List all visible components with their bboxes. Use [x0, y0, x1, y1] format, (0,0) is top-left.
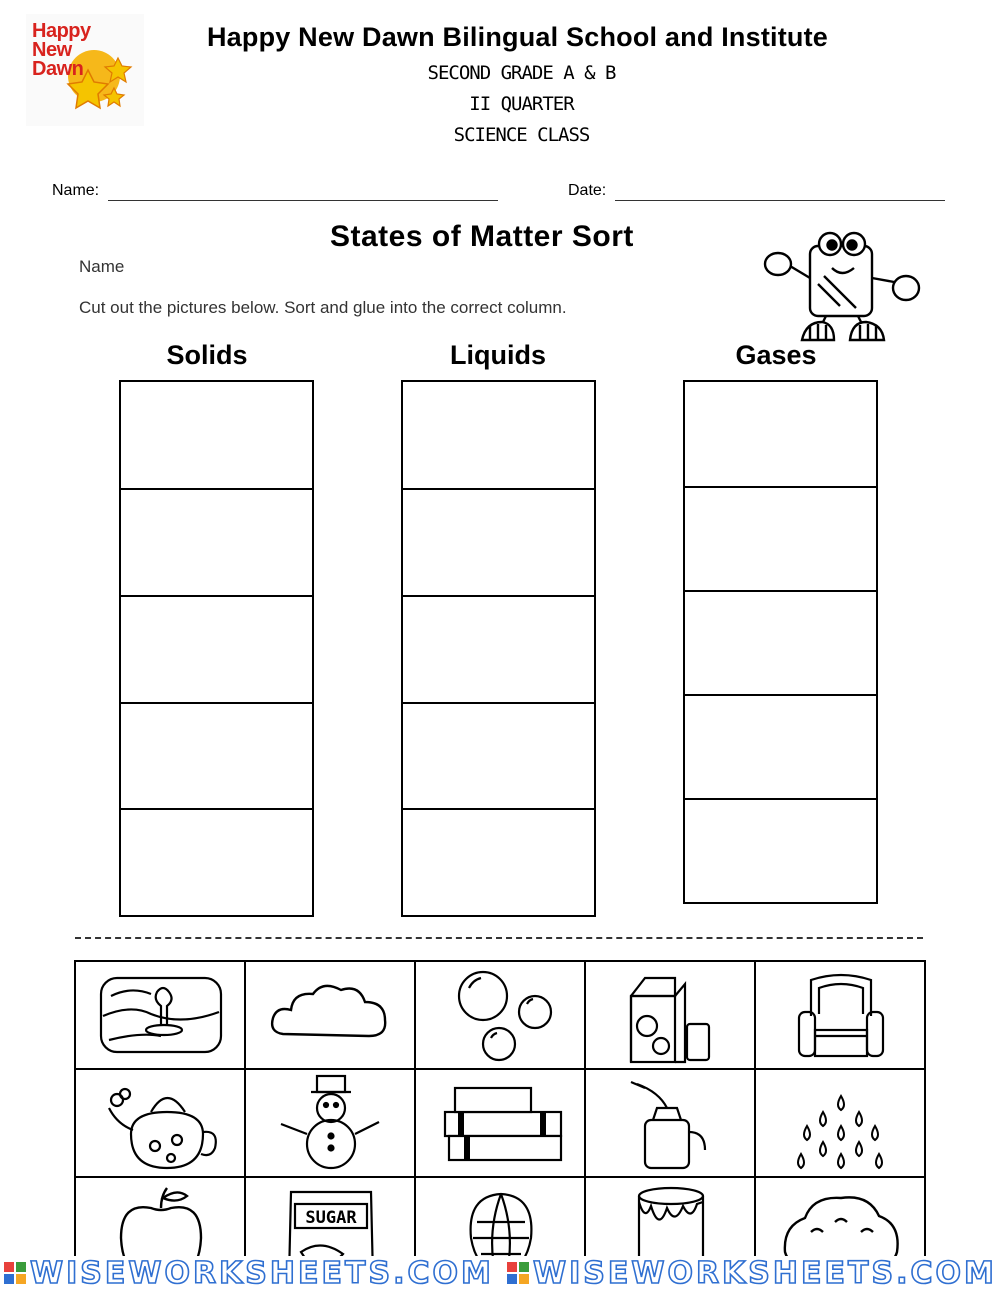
picture-card[interactable] [76, 962, 246, 1070]
picture-card-grid [74, 960, 926, 1262]
column-heading-solids: Solids [166, 340, 248, 370]
quarter-label: II QUARTER [469, 93, 574, 115]
snowman-icon [261, 1074, 401, 1174]
worksheet-name-label: Name [79, 257, 125, 276]
wiseworksheets-logo-icon [507, 1262, 529, 1284]
picture-card[interactable] [586, 1070, 756, 1178]
picture-card[interactable] [586, 1178, 756, 1262]
column-divider [685, 694, 876, 696]
wiseworksheets-logo-icon [4, 1262, 26, 1284]
armchair-icon [771, 966, 911, 1066]
column-heading-gases: Gases [735, 340, 817, 370]
worksheet-title: States of Matter Sort [330, 220, 634, 253]
picture-card[interactable] [246, 1178, 416, 1262]
rain-drops-icon [771, 1074, 911, 1174]
logo-text: Happy New Dawn [32, 20, 91, 80]
cloud-icon [261, 966, 401, 1066]
rock-icon [771, 1182, 911, 1262]
liquids-column[interactable] [401, 380, 596, 917]
column-divider [403, 595, 594, 597]
grade-label: SECOND GRADE A & B [427, 62, 616, 84]
column-divider [403, 702, 594, 704]
picture-card[interactable] [416, 1070, 586, 1178]
column-divider [685, 798, 876, 800]
books-icon [431, 1074, 571, 1174]
column-divider [685, 590, 876, 592]
column-divider [685, 486, 876, 488]
picture-card[interactable] [756, 962, 926, 1070]
column-divider [121, 488, 312, 490]
gases-column[interactable] [683, 380, 878, 904]
column-divider [121, 808, 312, 810]
ice-cube-mascot-icon [760, 224, 925, 344]
picture-card[interactable] [246, 962, 416, 1070]
name-field[interactable] [108, 200, 498, 201]
worksheet-instructions: Cut out the pictures below. Sort and glue into the correct column. [79, 298, 567, 317]
paint-can-icon [601, 1182, 741, 1262]
sugar-label: SUGAR [305, 1208, 357, 1228]
name-label: Name: [52, 182, 100, 199]
column-divider [121, 702, 312, 704]
picture-card[interactable] [76, 1178, 246, 1262]
column-divider [403, 488, 594, 490]
teapot-icon [91, 1074, 231, 1174]
picture-card[interactable] [416, 1178, 586, 1262]
oil-can-icon [601, 1074, 741, 1174]
column-heading-liquids: Liquids [450, 340, 546, 370]
hot-air-balloon-icon [431, 1182, 571, 1262]
picture-card[interactable] [756, 1070, 926, 1178]
cut-line [75, 937, 923, 939]
picture-card[interactable] [246, 1070, 416, 1178]
watermark-text: WISEWORKSHEETS.COM [30, 1256, 494, 1291]
school-name: Happy New Dawn Bilingual School and Institute [206, 22, 829, 52]
picture-card[interactable] [756, 1178, 926, 1262]
apple-icon [91, 1182, 231, 1262]
date-label: Date: [568, 182, 607, 199]
picture-card[interactable] [76, 1070, 246, 1178]
watermark-text: WISEWORKSHEETS.COM [533, 1256, 997, 1291]
picture-card[interactable] [586, 962, 756, 1070]
column-divider [121, 595, 312, 597]
geyser-icon [91, 966, 231, 1066]
date-field[interactable] [615, 200, 945, 201]
picture-card[interactable] [416, 962, 586, 1070]
bubbles-icon [431, 966, 571, 1066]
class-label: SCIENCE CLASS [453, 124, 590, 146]
solids-column[interactable] [119, 380, 314, 917]
column-divider [403, 808, 594, 810]
milk-carton-icon [601, 966, 741, 1066]
